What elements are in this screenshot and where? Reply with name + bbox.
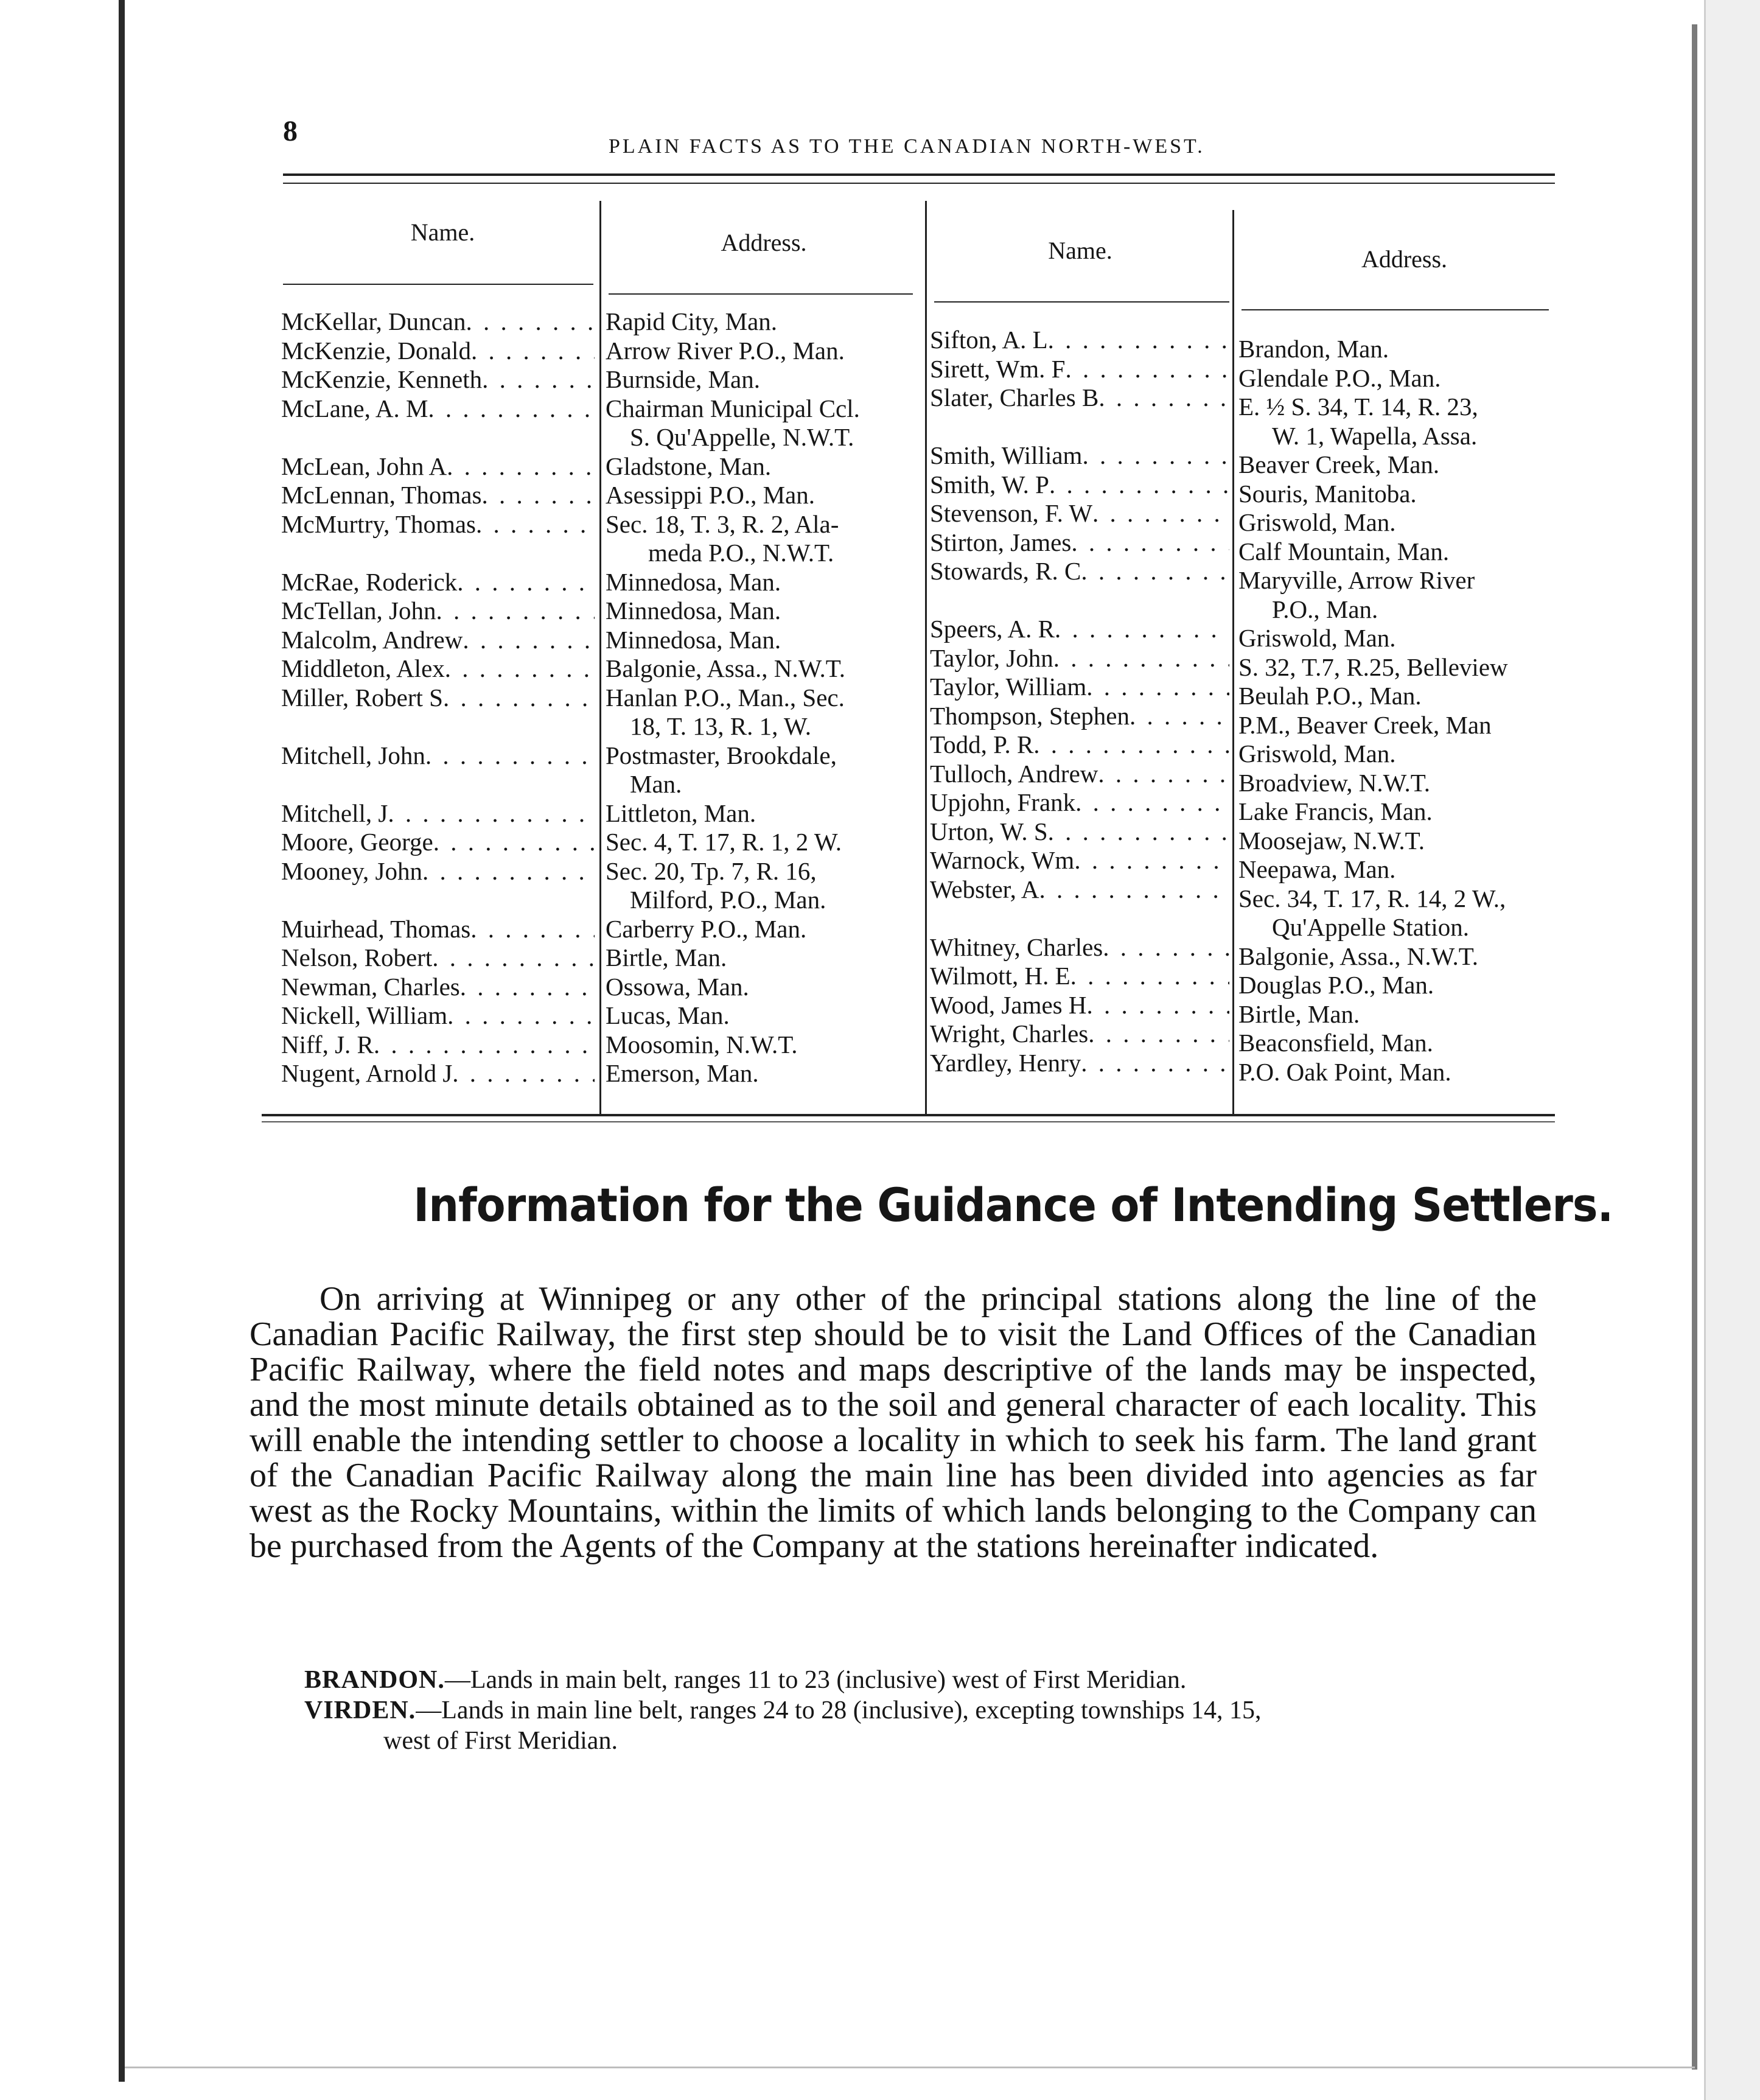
table-row: Urton, W. S . . . [930, 817, 1229, 847]
agency-station: VIRDEN. [304, 1696, 416, 1724]
table-cell: S. 32, T.7, R.25, Belleview [1238, 653, 1508, 681]
table-cell: Birtle, Man. [606, 943, 727, 971]
table-cell: S. Qu'Appelle, N.W.T. [630, 423, 854, 451]
table-row [930, 413, 1229, 442]
table-cell: E. ½ S. 34, T. 14, R. 23, [1238, 393, 1478, 421]
column-divider [1232, 210, 1234, 1114]
table-row: Tulloch, Andrew . . . [930, 760, 1229, 789]
table-cell: Balgonie, Assa., N.W.T. [606, 654, 846, 682]
table-cell: Arrow River P.O., Man. [606, 336, 845, 365]
table-row: Mitchell, John . . . [281, 741, 595, 771]
table-cell: 18, T. 13, R. 1, W. [630, 712, 812, 740]
table-cell: Glendale P.O., Man. [1238, 363, 1441, 392]
table-row: Upjohn, Frank . . . [930, 788, 1229, 817]
agency-list [304, 1665, 1521, 1756]
table-cell: Littleton, Man. [606, 799, 756, 827]
table-row: Taylor, William . . . [930, 673, 1229, 702]
page-border-left [119, 0, 125, 2082]
table-row: McLean, John A . . . [281, 452, 595, 481]
table-row [281, 539, 595, 568]
table-cell: Broadview, N.W.T. [1238, 768, 1431, 797]
left-names-list [281, 307, 595, 1088]
table-cell: Postmaster, Brookdale, [606, 741, 837, 769]
table-cell: Lake Francis, Man. [1238, 797, 1433, 825]
table-row [930, 586, 1229, 615]
table-cell: Lucas, Man. [606, 1001, 730, 1029]
table-cell: Sec. 4, T. 17, R. 1, 2 W. [606, 828, 842, 856]
table-row: Slater, Charles B . . . [930, 383, 1229, 413]
agency-description: —Lands in main belt, ranges 11 to 23 (inclusive) west of First Meridian. [444, 1666, 1187, 1694]
table-cell: Souris, Manitoba. [1238, 479, 1417, 508]
table-cell: Griswold, Man. [1238, 740, 1396, 768]
table-row: McRae, Roderick . . . [281, 568, 595, 597]
page-border-right [1692, 24, 1697, 2070]
table-row: Stevenson, F. W . . . [930, 499, 1229, 528]
table-row: Malcolm, Andrew . . . [281, 626, 595, 655]
right-names-list [930, 326, 1229, 1077]
table-cell: Gladstone, Man. [606, 452, 772, 480]
header-underline [283, 284, 593, 285]
table-row: Sifton, A. L . . . [930, 326, 1229, 355]
table-row: Taylor, John . . . [930, 644, 1229, 673]
table-row: Miller, Robert S . . . [281, 684, 595, 713]
table-row: Yardley, Henry . . . [930, 1049, 1229, 1078]
table-row: Stowards, R. C . . . [930, 557, 1229, 586]
table-row: Muirhead, Thomas . . . [281, 915, 595, 944]
page-border-bottom [125, 2067, 1695, 2068]
table-cell: Carberry P.O., Man. [606, 914, 807, 943]
table-cell: Beulah P.O., Man. [1238, 682, 1422, 710]
table-cell: Moosomin, N.W.T. [606, 1030, 798, 1059]
table-cell: Asessippi P.O., Man. [606, 481, 815, 509]
table-row: McTellan, John . . . [281, 597, 595, 626]
table-row [930, 904, 1229, 933]
table-row: Speers, A. R . . . [930, 615, 1229, 644]
table-cell: Hanlan P.O., Man., Sec. [606, 683, 845, 712]
table-row: Wilmott, H. E . . . [930, 962, 1229, 991]
table-row: Thompson, Stephen . . . [930, 702, 1229, 731]
table-cell: P.M., Beaver Creek, Man [1238, 710, 1492, 739]
table-cell: Maryville, Arrow River [1238, 566, 1475, 594]
table-cell: W. 1, Wapella, Assa. [1272, 421, 1478, 450]
table-row: Whitney, Charles . . . [930, 933, 1229, 962]
table-cell: Minnedosa, Man. [606, 567, 781, 596]
table-row: McKenzie, Kenneth . . . [281, 365, 595, 394]
table-row: McKenzie, Donald . . . [281, 337, 595, 366]
table-bottom-rule [262, 1114, 1555, 1116]
table-cell: Balgonie, Assa., N.W.T. [1238, 942, 1479, 970]
table-cell: Chairman Municipal Ccl. [606, 394, 860, 422]
table-row [281, 712, 595, 741]
table-cell: meda P.O., N.W.T. [648, 539, 834, 567]
table-cell: Griswold, Man. [1238, 508, 1396, 536]
table-cell: Sec. 18, T. 3, R. 2, Ala- [606, 509, 839, 538]
table-cell: Ossowa, Man. [606, 972, 749, 1001]
table-cell: Emerson, Man. [606, 1059, 759, 1087]
table-row: Moore, George . . . [281, 828, 595, 857]
agency-station: BRANDON. [304, 1666, 445, 1694]
section-heading: Information for the Guidance of Intending Settlers. [413, 1178, 1613, 1232]
table-cell: Qu'Appelle Station. [1272, 913, 1469, 941]
column-header-name-left: Name. [410, 219, 475, 246]
table-cell: Neepawa, Man. [1238, 855, 1396, 883]
table-row [281, 423, 595, 452]
table-row: Nickell, William . . . [281, 1001, 595, 1031]
column-divider [599, 201, 601, 1114]
table-row: McLennan, Thomas . . . [281, 481, 595, 510]
left-addresses-list [606, 307, 923, 1088]
table-row: Stirton, James . . . [930, 528, 1229, 558]
page-edge [1704, 0, 1760, 2100]
table-cell: Beaconsfield, Man. [1238, 1029, 1433, 1057]
table-row: Mooney, John . . . [281, 857, 595, 886]
table-row [281, 770, 595, 799]
column-header-name-right: Name. [1048, 237, 1112, 264]
table-row: Todd, P. R . . . [930, 730, 1229, 760]
table-row: McMurtry, Thomas . . . [281, 510, 595, 539]
column-divider [925, 201, 927, 1114]
table-cell: Man. [630, 770, 682, 798]
table-row: Niff, J. R . . . [281, 1031, 595, 1060]
table-row: Wood, James H . . . [930, 991, 1229, 1020]
table-cell: Griswold, Man. [1238, 624, 1396, 652]
table-cell: Calf Mountain, Man. [1238, 537, 1450, 565]
table-row: Wright, Charles . . . [930, 1020, 1229, 1049]
table-cell: Douglas P.O., Man. [1238, 971, 1434, 999]
table-bottom-rule-thin [262, 1121, 1555, 1122]
table-cell: Birtle, Man. [1238, 999, 1360, 1028]
table-cell: Minnedosa, Man. [606, 625, 781, 654]
table-row: Sirett, Wm. F . . . [930, 355, 1229, 384]
column-header-address-left: Address. [721, 229, 807, 256]
table-cell: Sec. 20, Tp. 7, R. 16, [606, 856, 817, 885]
table-row: Warnock, Wm . . . [930, 846, 1229, 875]
table-cell: P.O. Oak Point, Man. [1238, 1057, 1451, 1086]
table-row: McKellar, Duncan . . . [281, 307, 595, 337]
page-number: 8 [283, 115, 298, 147]
table-row: Smith, William . . . [930, 441, 1229, 471]
table-row: Newman, Charles . . . [281, 973, 595, 1002]
header-rule [283, 173, 1555, 176]
table-cell: Milford, P.O., Man. [630, 886, 826, 914]
table-row: Webster, A . . . [930, 875, 1229, 905]
agency-description: —Lands in main line belt, ranges 24 to 28 (inclusive), excepting townships 14, 15, [416, 1696, 1262, 1724]
body-paragraph: On arriving at Winnipeg or any other of the principal stations along the line of the Canadian Pacific Railway, the first step should be to visit the Land Offices of the Canadian Pacific Railway, where the field notes and maps descriptive of the lands may be inspected, and the most minute details obtained as to the soil and general character of each locality. This will enable the intending settler to choose a locality in which to seek his farm. The land grant of the Canadian Pacific Railway along the main line has been divided into agencies as far west as the Rocky Mountains, within the limits of which lands belonging to the Company can be purchased from the Agents of the Company at the stations hereinafter indicated. [250, 1280, 1537, 1565]
table-row: Nugent, Arnold J . . . [281, 1059, 595, 1088]
header-underline [609, 293, 913, 295]
table-cell: Beaver Creek, Man. [1238, 450, 1440, 478]
header-underline [934, 301, 1229, 303]
column-header-address-right: Address. [1361, 245, 1448, 273]
table-row: McLane, A. M . . . [281, 394, 595, 424]
agency-entry [304, 1665, 1521, 1695]
table-cell: Burnside, Man. [606, 365, 760, 393]
table-row: Nelson, Robert . . . [281, 943, 595, 973]
right-addresses-list [1238, 335, 1570, 1087]
running-head: PLAIN FACTS AS TO THE CANADIAN NORTH-WEST. [609, 135, 1205, 158]
table-row: Middleton, Alex . . . [281, 654, 595, 684]
table-cell: P.O., Man. [1272, 595, 1378, 623]
table-row: Smith, W. P . . . [930, 471, 1229, 500]
agency-entry [304, 1695, 1521, 1726]
table-cell: Sec. 34, T. 17, R. 14, 2 W., [1238, 884, 1506, 912]
table-cell: Moosejaw, N.W.T. [1238, 826, 1425, 855]
agency-continuation: west of First Meridian. [383, 1727, 618, 1755]
table-row: Mitchell, J . . . [281, 799, 595, 828]
table-cell: Brandon, Man. [1238, 335, 1389, 363]
header-underline [1241, 309, 1549, 310]
table-row [281, 886, 595, 915]
table-cell: Minnedosa, Man. [606, 597, 781, 625]
table-cell: Rapid City, Man. [606, 307, 778, 335]
header-rule-thin [283, 183, 1555, 184]
